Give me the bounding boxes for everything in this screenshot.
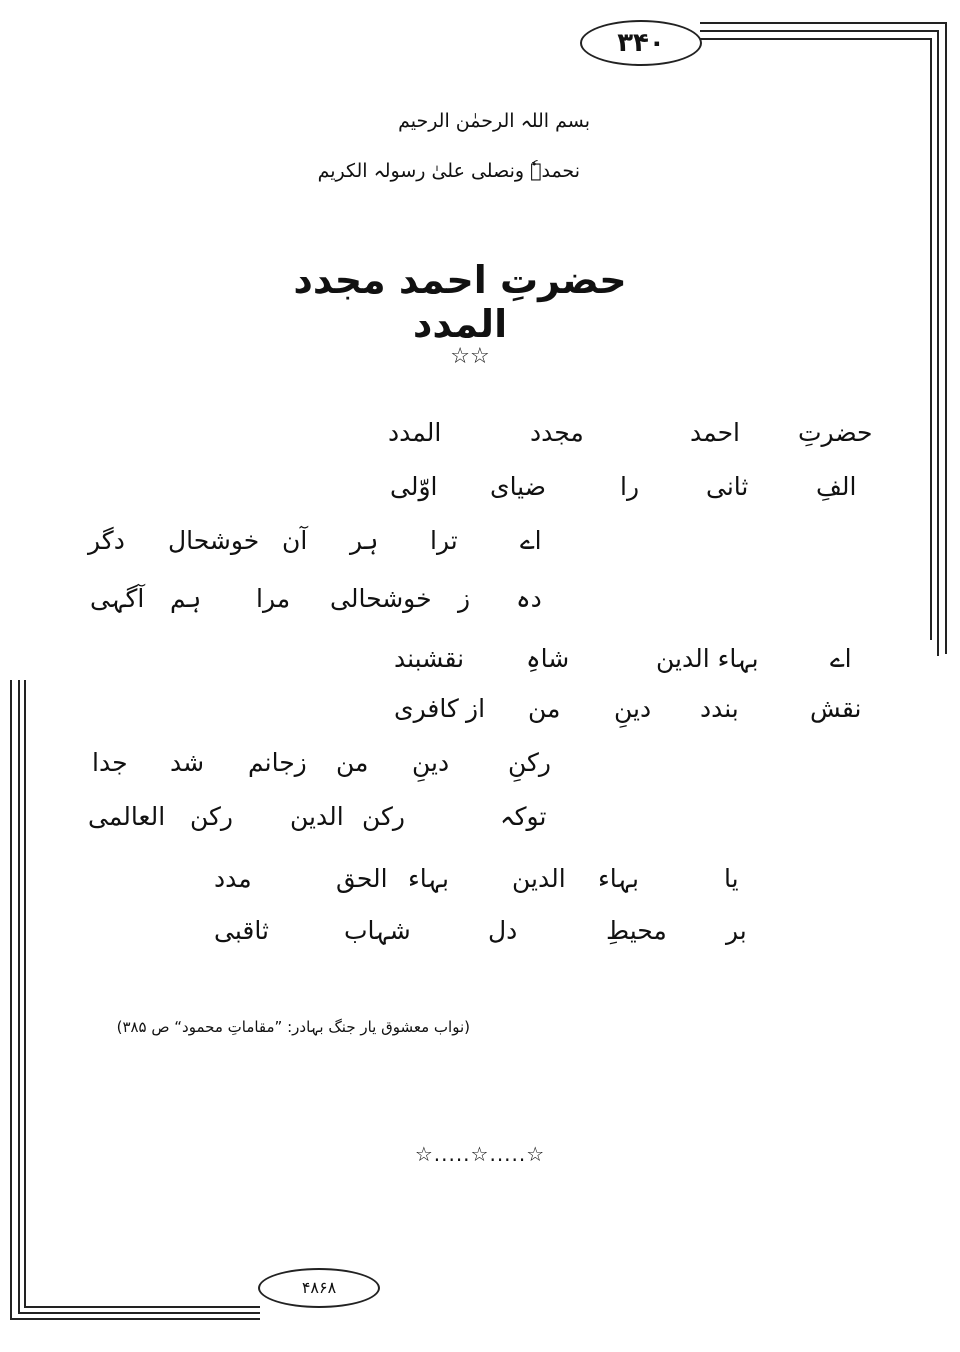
verse-word: مرا [256,584,291,613]
verse-word: الفِ [816,472,857,501]
hamd-line: نحمدہٗ ونصلی علیٰ رسولہ الکریم [317,160,580,182]
verse-word: دہ [516,584,542,613]
verse-word: بہاء [408,864,449,893]
verse-word: من [336,748,369,777]
verse-word: کافری [394,694,459,723]
frame-line-bottom-outer [10,1318,260,1320]
verse-word: العالمی [88,802,166,831]
verse-word: شہاب [344,916,411,945]
page-number-bottom: ۴۸۶۸ [258,1268,380,1308]
verse-line [0,802,960,842]
verse-word: نقش [810,694,862,723]
page-title: حضرتِ احمد مجدد المدد [293,258,627,346]
verse-word: توکہ [500,802,547,831]
verse-word: از [466,694,486,723]
verse-word: بہاء الدین [656,644,759,673]
verse-word: ضیای [490,472,546,501]
verse-word: دینِ [614,694,652,723]
verse-word: شد [170,748,205,777]
verse-word: زجانم [248,748,307,777]
verse-word: آگہی [90,584,145,613]
verse-line [0,472,960,512]
verse-word: ترا [430,526,458,555]
verse-word: اے [520,526,542,555]
verse-word: بر [726,916,747,945]
verse-word: الحق [336,864,388,893]
closing-stars: ☆.....☆.....☆ [414,1142,546,1166]
verse-word: را [620,472,640,501]
verse-word: دل [488,916,518,945]
verse-line [0,748,960,788]
verse-word: رکن [190,802,234,831]
verse-word: جدا [92,748,128,777]
verse-line [0,418,960,458]
frame-line-bottom-middle [18,1312,260,1314]
verse-word: خوشحالی [330,584,432,613]
title-stars: ☆☆ [450,344,490,369]
verse-word: اے [830,644,852,673]
verse-word: بہاء [598,864,639,893]
verse-word: دینِ [412,748,450,777]
verse-word: نقشبند [394,644,465,673]
verse-word: شاہِ [526,644,570,673]
verse-word: من [528,694,561,723]
verse-word: احمد [690,418,740,447]
verse-word: رکن [362,802,406,831]
verse-word: محیطِ [606,916,667,945]
basmala: بسم اللہ الرحمٰن الرحیم [398,110,590,132]
frame-line-top-inner [700,38,932,40]
verse-word: آن [282,526,308,555]
verse-word: المدد [388,418,442,447]
frame-line-top-outer [700,22,947,24]
verse-word: ثانی [706,472,749,501]
verse-line [0,864,960,904]
verse-word: مجدد [530,418,584,447]
verse-word: بندد [700,694,739,723]
verse-word: ز [458,584,471,613]
verse-word: رکنِ [508,748,552,777]
verse-line [0,694,960,734]
source-credit: (نواب معشوق یار جنگ بہادر: ”مقاماتِ محمود“ ص ۳۸۵) [116,1018,470,1036]
verse-word: حضرتِ [798,418,873,447]
verse-word: ہر [350,526,379,555]
verse-word: یا [724,864,739,893]
frame-line-bottom-inner [24,1306,260,1308]
verse-line [0,644,960,684]
verse-word: خوشحال [168,526,260,555]
verse-word: ہم [170,584,202,613]
verse-line [0,584,960,624]
verse-line [0,526,960,566]
verse-word: مدد [214,864,252,893]
verse-word: اوّلی [390,472,438,501]
verse-word: ثاقبی [214,916,269,945]
verse-word: دگر [88,526,125,555]
verse-line [0,916,960,956]
page-number-top: ۳۴۰ [580,20,702,66]
verse-word: الدین [290,802,344,831]
frame-line-top-middle [700,30,939,32]
verse-word: الدین [512,864,566,893]
